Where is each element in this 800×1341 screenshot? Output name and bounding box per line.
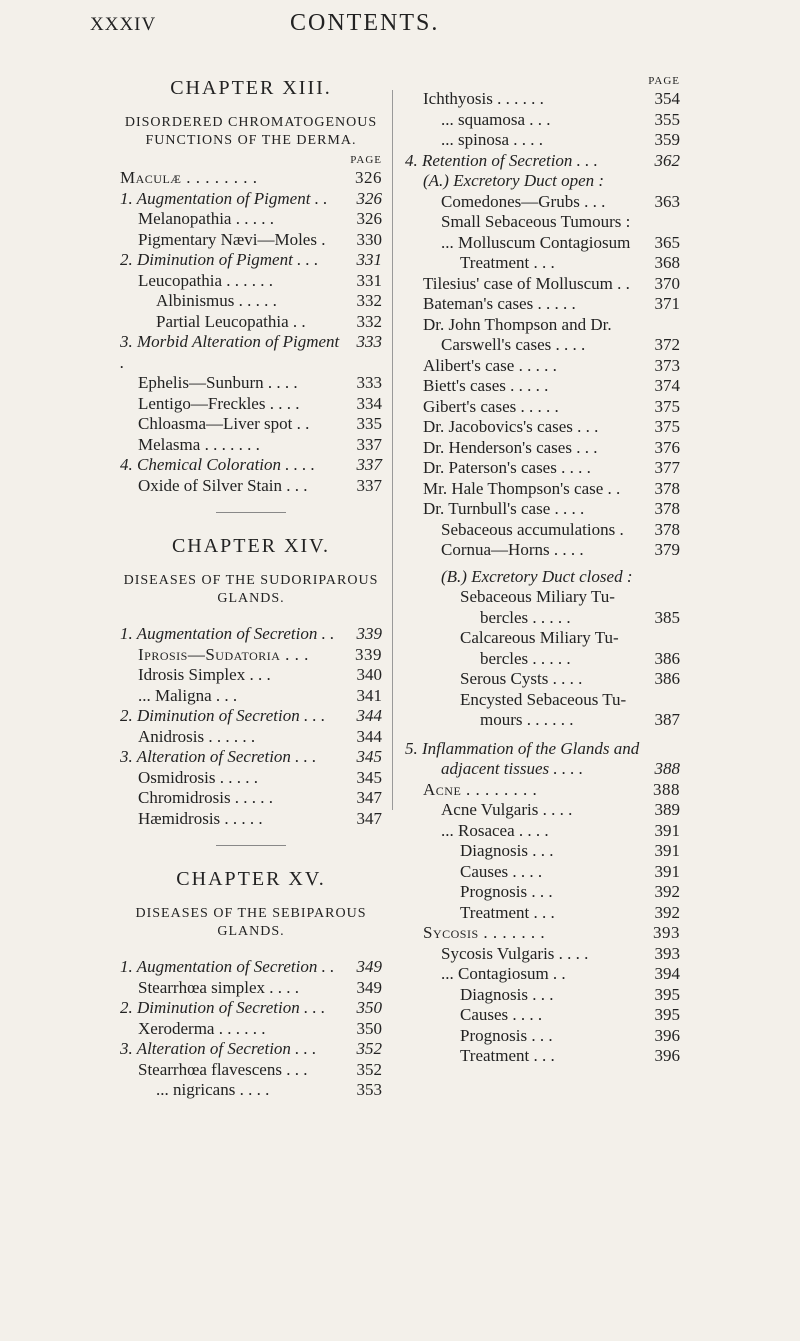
- toc-entry: 4. Retention of Secretion . . . 362: [405, 150, 680, 170]
- toc-entry: Treatment . . . 396: [460, 1046, 680, 1065]
- toc-entry: Lentigo—Freckles . . . . 334: [138, 393, 382, 413]
- toc-entry: Dr. Paterson's cases . . . . 377: [423, 458, 680, 477]
- toc-entry: Oxide of Silver Stain . . . 337: [138, 475, 382, 495]
- running-head: [90, 10, 790, 40]
- toc-entry: bercles . . . . . 385: [480, 607, 680, 627]
- toc-entry: Hæmidrosis . . . . . 347: [138, 808, 382, 828]
- toc-entry: Diagnosis . . . 391: [460, 841, 680, 860]
- toc-subheading: (B.) Excretory Duct closed :: [441, 566, 633, 586]
- toc-entry: Causes . . . . 391: [460, 861, 680, 881]
- left-column: [120, 75, 382, 1101]
- toc-entry: Alibert's case . . . . . 373: [423, 355, 680, 375]
- toc-entry: Melasma . . . . . . . 337: [138, 434, 382, 454]
- toc-subheading: (A.) Excretory Duct open :: [423, 171, 605, 190]
- toc-entry: Anidrosis . . . . . . 344: [138, 726, 382, 746]
- toc-entry: Acne Vulgaris . . . . 389: [441, 800, 680, 819]
- toc-entry: Encysted Sebaceous Tu-: [460, 689, 627, 709]
- toc-entry: Iprosis—Sudatoria . . . 339: [138, 644, 382, 664]
- toc-entry: ... squamosa . . . 355: [441, 109, 680, 129]
- toc-entry: 2. Diminution of Secretion . . . 350: [120, 998, 382, 1017]
- toc-entry: Sycosis . . . . . . . 393: [423, 923, 680, 942]
- chapter-14-subtitle: DISEASES OF THE SUDORIPAROUS GLANDS.: [123, 573, 379, 606]
- toc-entry: Treatment . . . 392: [460, 902, 680, 922]
- page-column-label: PAGE: [350, 154, 382, 166]
- toc-entry: Bateman's cases . . . . . 371: [423, 294, 680, 313]
- toc-entry: Gibert's cases . . . . . 375: [423, 396, 680, 416]
- toc-entry: Comedones—Grubs . . . 363: [441, 191, 680, 211]
- toc-entry: Sebaceous accumulations . 378: [441, 519, 680, 539]
- toc-subheading: Small Sebaceous Tumours :: [441, 212, 631, 231]
- toc-entry: ... Rosacea . . . . 391: [441, 820, 680, 840]
- toc-entry: Tilesius' case of Molluscum . . 370: [423, 273, 680, 293]
- toc-entry: 3. Morbid Alteration of Pigment . 333: [120, 332, 382, 372]
- toc-entry: 3. Alteration of Secretion . . . 352: [120, 1039, 382, 1058]
- toc-entry: 1. Augmentation of Secretion . . 339: [120, 624, 382, 643]
- toc-entry: Serous Cysts . . . . 386: [460, 669, 680, 688]
- toc-entry: 3. Alteration of Secretion . . . 345: [120, 747, 382, 766]
- section-rule: [216, 512, 286, 513]
- running-title: CONTENTS.: [290, 10, 440, 36]
- toc-entry: Melanopathia . . . . . 326: [138, 209, 382, 228]
- toc-entry: 5. Inflammation of the Glands and: [405, 738, 640, 758]
- toc-entry: Diagnosis . . . 395: [460, 984, 680, 1004]
- toc-entry: Acne . . . . . . . . 388: [423, 779, 680, 799]
- toc-entry: Treatment . . . 368: [460, 253, 680, 272]
- page-column-label: PAGE: [648, 75, 680, 87]
- toc-entry: Pigmentary Nævi—Moles . 330: [138, 229, 382, 249]
- toc-entry: Mr. Hale Thompson's case . . 378: [423, 478, 680, 498]
- chapter-13-subtitle: DISORDERED CHROMATOGENOUS FUNCTIONS OF THE DERMA.: [124, 115, 378, 148]
- toc-entry: bercles . . . . . 386: [480, 648, 680, 668]
- toc-entry: 2. Diminution of Pigment . . . 331: [120, 250, 382, 269]
- toc-entry: 2. Diminution of Secretion . . . 344: [120, 706, 382, 725]
- toc-entry: Stearrhœa flavescens . . . 352: [138, 1059, 382, 1079]
- toc-entry: Albinismus . . . . . 332: [156, 291, 382, 310]
- chapter-15-subtitle: DISEASES OF THE SEBIPAROUS GLANDS.: [135, 906, 367, 939]
- toc-entry: Dr. Henderson's cases . . . 376: [423, 437, 680, 457]
- toc-entry: Leucopathia . . . . . . 331: [138, 270, 382, 290]
- toc-entry: Ichthyosis . . . . . . 354: [423, 89, 680, 108]
- chapter-15-title: CHAPTER XV.: [176, 868, 326, 890]
- toc-entry: Dr. Jacobovics's cases . . . 375: [423, 417, 680, 436]
- toc-entry: mours . . . . . . 387: [480, 710, 680, 729]
- toc-entry: Xeroderma . . . . . . 350: [138, 1018, 382, 1038]
- toc-entry: ... Molluscum Contagiosum 365: [441, 232, 680, 252]
- toc-entry: Cornua—Horns . . . . 379: [441, 540, 680, 559]
- toc-entry: Stearrhœa simplex . . . . 349: [138, 977, 382, 997]
- page-numeral: XXXIV: [90, 14, 157, 35]
- toc-entry: ... Contagiosum . . 394: [441, 964, 680, 983]
- toc-entry: Chromidrosis . . . . . 347: [138, 788, 382, 807]
- toc-entry: ... Maligna . . . 341: [138, 685, 382, 705]
- section-rule: [216, 845, 286, 846]
- toc-entry: Sebaceous Miliary Tu-: [460, 587, 615, 606]
- right-column: [405, 75, 680, 1067]
- toc-entry: Calcareous Miliary Tu-: [460, 628, 619, 647]
- toc-entry: ... nigricans . . . . 353: [156, 1080, 382, 1099]
- toc-entry: Dr. John Thompson and Dr.: [423, 314, 612, 334]
- toc-entry: Dr. Turnbull's case . . . . 378: [423, 499, 680, 518]
- toc-entry: Sycosis Vulgaris . . . . 393: [441, 943, 680, 963]
- toc-entry: Osmidrosis . . . . . 345: [138, 767, 382, 787]
- toc-entry: 1. Augmentation of Secretion . . 349: [120, 957, 382, 976]
- toc-entry: Prognosis . . . 392: [460, 882, 680, 901]
- toc-entry: Maculæ . . . . . . . . 326: [120, 168, 382, 187]
- toc-entry: Ephelis—Sunburn . . . . 333: [138, 373, 382, 392]
- column-divider: [392, 90, 393, 810]
- toc-entry: Causes . . . . 395: [460, 1005, 680, 1024]
- toc-entry: 4. Chemical Coloration . . . . 337: [120, 455, 382, 474]
- toc-entry: Carswell's cases . . . . 372: [441, 335, 680, 354]
- toc-entry: 1. Augmentation of Pigment . . 326: [120, 188, 382, 208]
- toc-entry: Prognosis . . . 396: [460, 1025, 680, 1045]
- toc-entry: Partial Leucopathia . . 332: [156, 311, 382, 331]
- chapter-13-title: CHAPTER XIII.: [170, 77, 332, 99]
- toc-entry: ... spinosa . . . . 359: [441, 130, 680, 149]
- toc-entry: Biett's cases . . . . . 374: [423, 376, 680, 395]
- chapter-14-title: CHAPTER XIV.: [171, 535, 331, 557]
- toc-entry: Idrosis Simplex . . . 340: [138, 665, 382, 684]
- toc-entry: Chloasma—Liver spot . . 335: [138, 414, 382, 433]
- toc-entry: adjacent tissues . . . . 388: [441, 759, 680, 778]
